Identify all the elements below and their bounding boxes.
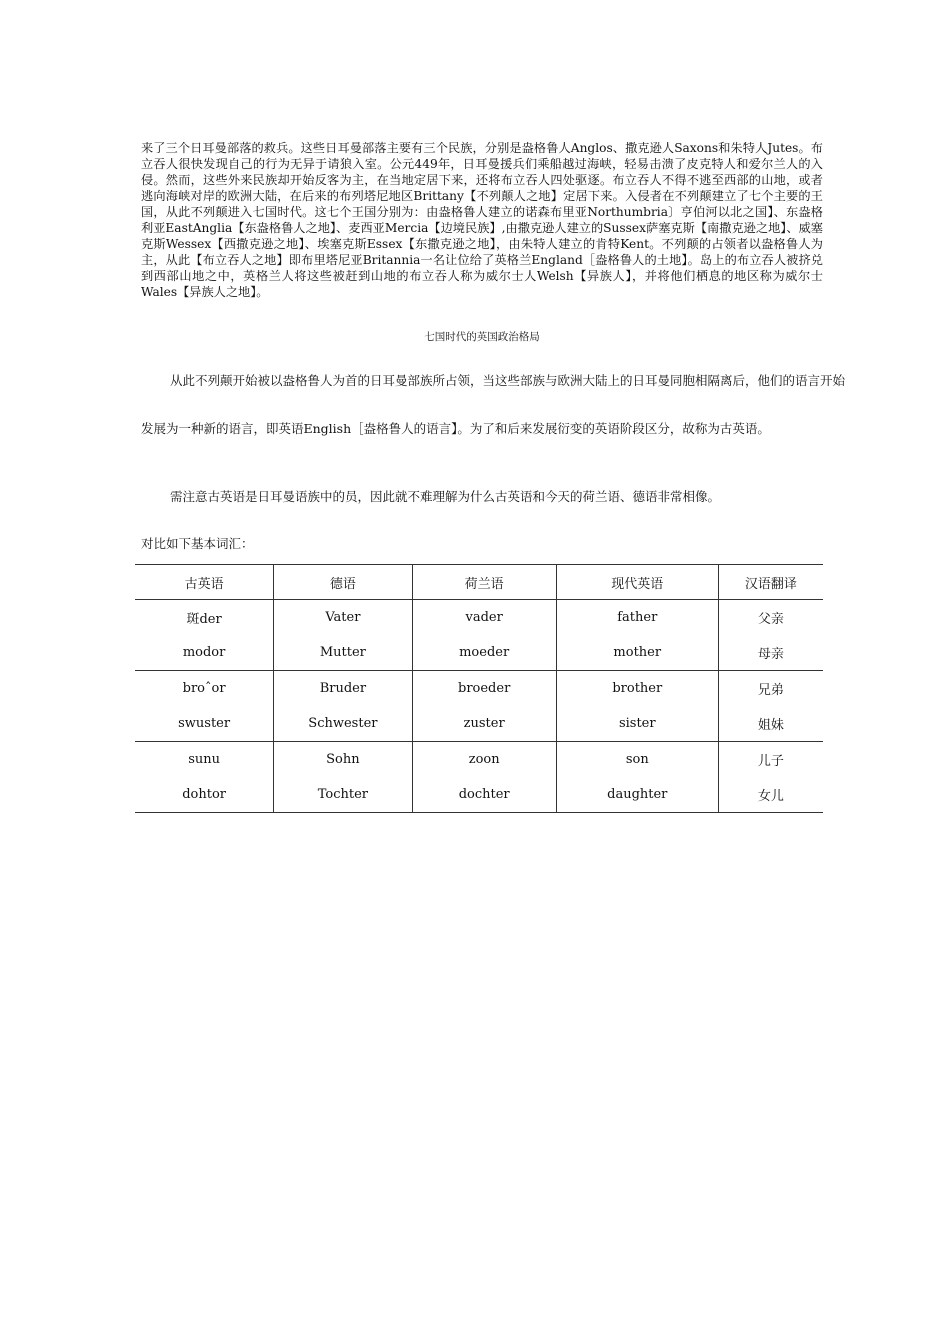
table-cell: 斑der	[186, 612, 222, 627]
table-cell: sister	[556, 706, 718, 742]
table-row	[135, 671, 823, 707]
table-cell: moeder	[412, 635, 556, 671]
table-cell: swuster	[135, 706, 274, 742]
table-row	[135, 600, 823, 636]
table-row	[135, 635, 823, 671]
paragraph-2: 发展为一种新的语言，即英语English［盎格鲁人的语言】。为了和后来发展衍变的英语阶段区分，故称为古英语。	[141, 421, 770, 436]
table-cell: 母亲	[718, 635, 823, 671]
paragraph-1: 从此不列颠开始被以盎格鲁人为首的日耳曼部族所占领，当这些部族与欧洲大陆上的日耳曼同胞相隔离后，他们的语言开始	[170, 373, 846, 388]
table-cell: vader	[412, 600, 556, 636]
table-row	[135, 742, 823, 778]
paragraph-3: 需注意古英语是日耳曼语族中的员，因此就不难理解为什么古英语和今天的荷兰语、德语非常相像。	[170, 489, 721, 504]
header-chinese: 汉语翻译	[718, 565, 823, 600]
table-cell: 姐妹	[718, 706, 823, 742]
table-cell: Bruder	[274, 671, 412, 707]
table-cell: mother	[556, 635, 718, 671]
table-cell: son	[556, 742, 718, 778]
table-cell: zoon	[412, 742, 556, 778]
table-cell: broˆor	[182, 681, 226, 696]
intro-paragraph: 来了三个日耳曼部落的救兵。这些日耳曼部落主要有三个民族，分别是盎格鲁人Anglos、撒克逊人Saxons和朱特人Jutes。布立吞人很快发现自己的行为无异于请狼入室。公元449年，日耳曼援兵们乘船越过海峡，轻易击溃了皮克特人和爱尔兰人的入侵。然而，这些外来民族却开始反客为主，在当地定居下来，还将布立吞人四处驱逐。布立吞人不得不逃至西部的山地，或者逃向海峡对岸的欧洲大陆，在后来的布列塔尼地区Brittany【不列颠人之地】定居下来。入侵者在不列颠建立了七个主要的王国，从此不列颠进入七国时代。这七个王国分别为：由盎格鲁人建立的诺森布里亚Northumbria〕亨伯河以北之国】、东盎格利亚EastAnglia【东盎格鲁人之地】、麦西亚Mercia【边境民族】,由撒克逊人建立的Sussex萨塞克斯【南撒克逊之地】、威塞克斯Wessex【西撒克逊之地】、埃塞克斯Essex【东撒克逊之地】，由朱特人建立的肯特Kent。不列颠的占领者以盎格鲁人为主，从此【布立吞人之地】即布里塔尼亚Britannia一名让位给了英格兰England［盎格鲁人的土地】。岛上的布立吞人被挤兑到西部山地之中，英格兰人将这些被赶到山地的布立吞人称为威尔士人Welsh【异族人】，并将他们栖息的地区称为威尔士Wales【异族人之地】。	[141, 141, 823, 299]
table-cell: Mutter	[274, 635, 412, 671]
table-cell: zuster	[412, 706, 556, 742]
table-row	[135, 706, 823, 742]
figure-caption: 七国时代的英国政治格局	[424, 331, 540, 343]
header-dutch: 荷兰语	[412, 565, 556, 600]
table-row	[135, 777, 823, 813]
table-header-row	[135, 565, 823, 600]
header-modern-english: 现代英语	[556, 565, 718, 600]
table-cell: Vater	[274, 600, 412, 636]
table-cell: Sohn	[274, 742, 412, 778]
table-cell: father	[556, 600, 718, 636]
table-cell: sunu	[188, 752, 220, 767]
table-cell: Schwester	[274, 706, 412, 742]
table-cell: 女儿	[718, 777, 823, 813]
table-cell: dochter	[412, 777, 556, 813]
table-cell: 儿子	[718, 742, 823, 778]
table-cell: brother	[556, 671, 718, 707]
table-cell: 父亲	[718, 600, 823, 636]
table-cell: broeder	[412, 671, 556, 707]
vocabulary-comparison-table	[135, 564, 823, 813]
paragraph-4: 对比如下基本词汇：	[141, 536, 254, 551]
table-cell: dohtor	[135, 777, 274, 813]
header-german: 德语	[274, 565, 412, 600]
table-cell: daughter	[556, 777, 718, 813]
table-cell: Tochter	[274, 777, 412, 813]
table-cell: modor	[135, 635, 274, 671]
header-old-english: 古英语	[135, 565, 274, 600]
table-cell: 兄弟	[718, 671, 823, 707]
